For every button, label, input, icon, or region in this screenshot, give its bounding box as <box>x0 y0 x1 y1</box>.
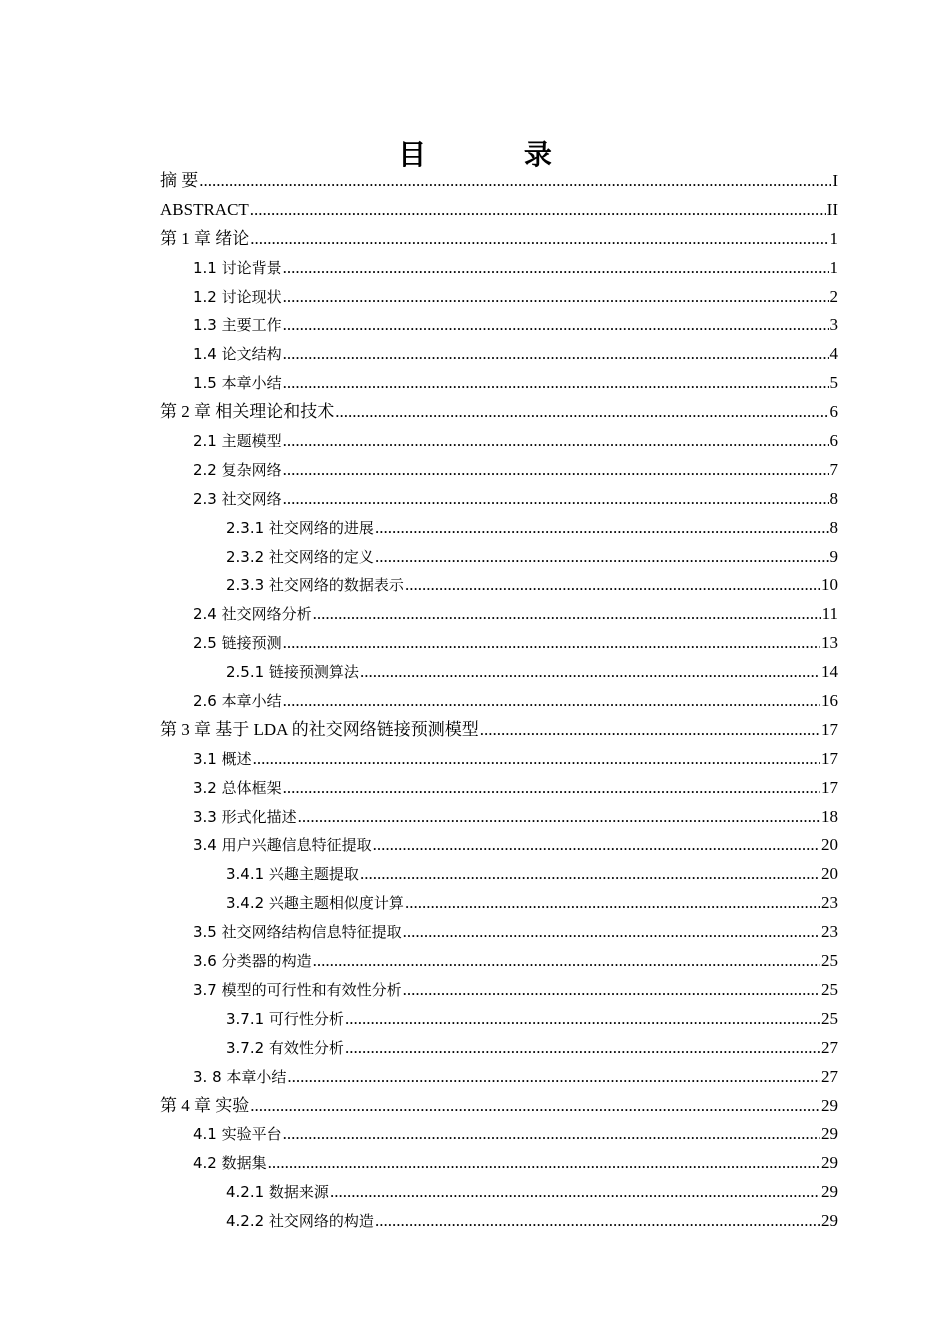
toc-entry[interactable] <box>160 1178 838 1207</box>
toc-entry-label: 2.5 链接预测 <box>193 634 282 653</box>
toc-dot-leader <box>375 514 829 543</box>
toc-page-number: 10 <box>821 575 838 595</box>
toc-entry-label: 2.3.2 社交网络的定义 <box>226 547 374 566</box>
toc-dot-leader <box>283 687 820 716</box>
toc-page-number: 20 <box>821 835 838 855</box>
toc-entry[interactable] <box>160 716 838 745</box>
toc-page-number: 8 <box>829 517 838 537</box>
toc-entry[interactable] <box>160 947 838 976</box>
toc-entry[interactable] <box>160 803 838 832</box>
toc-entry[interactable] <box>160 543 838 572</box>
toc-page-number: 1 <box>829 257 838 277</box>
toc-dot-leader <box>283 456 829 485</box>
toc-page-number: 29 <box>821 1182 838 1202</box>
toc-page-number: 29 <box>821 1124 838 1144</box>
toc-entry-label: 1.2 讨论现状 <box>193 287 282 306</box>
toc-entry-label: 第 2 章 相关理论和技术 <box>160 402 335 422</box>
toc-entry[interactable] <box>160 629 838 658</box>
toc-entry-label: 3.7.1 可行性分析 <box>226 1009 344 1028</box>
toc-entry[interactable] <box>160 340 838 369</box>
toc-page-number: 3 <box>829 315 838 335</box>
toc-dot-leader <box>360 658 820 687</box>
toc-entry[interactable] <box>160 196 838 225</box>
toc-entry[interactable] <box>160 831 838 860</box>
toc-dot-leader <box>313 947 820 976</box>
table-of-contents <box>160 167 838 1236</box>
toc-dot-leader <box>405 889 820 918</box>
toc-dot-leader <box>283 774 820 803</box>
toc-dot-leader <box>250 196 826 225</box>
toc-dot-leader <box>345 1034 820 1063</box>
toc-dot-leader <box>403 976 820 1005</box>
toc-dot-leader <box>335 398 828 427</box>
toc-entry-label: 2.2 复杂网络 <box>193 460 282 479</box>
toc-page-number: 7 <box>829 459 838 479</box>
toc-entry-label: 2.5.1 链接预测算法 <box>226 663 359 682</box>
toc-entry-label: 2.3.1 社交网络的进展 <box>226 518 374 537</box>
toc-entry-label: 4.2.2 社交网络的构造 <box>226 1212 374 1231</box>
toc-entry[interactable] <box>160 485 838 514</box>
toc-page-number: 18 <box>821 806 838 826</box>
toc-dot-leader <box>283 311 829 340</box>
toc-page-number: 29 <box>821 1095 838 1115</box>
toc-page-number: 6 <box>829 431 838 451</box>
toc-entry-label: 第 1 章 绪论 <box>160 228 250 248</box>
toc-entry-label: 3.4.2 兴趣主题相似度计算 <box>226 894 404 913</box>
toc-page-number: 17 <box>821 748 838 768</box>
toc-dot-leader <box>287 1063 820 1092</box>
toc-dot-leader <box>283 369 829 398</box>
toc-dot-leader <box>253 745 820 774</box>
toc-entry[interactable] <box>160 1120 838 1149</box>
toc-dot-leader <box>345 1005 820 1034</box>
toc-dot-leader <box>283 427 829 456</box>
toc-entry-label: 3.3 形式化描述 <box>193 807 297 826</box>
toc-entry-label: 2.6 本章小结 <box>193 692 282 711</box>
toc-dot-leader <box>375 1207 820 1236</box>
toc-entry-label: 2.1 主题模型 <box>193 432 282 451</box>
toc-entry-label: 4.2 数据集 <box>193 1154 267 1173</box>
toc-dot-leader <box>250 1092 820 1121</box>
toc-entry-label: 1.5 本章小结 <box>193 374 282 393</box>
toc-page-number: 5 <box>829 373 838 393</box>
toc-entry[interactable] <box>160 1005 838 1034</box>
toc-entry-label: 3.7.2 有效性分析 <box>226 1038 344 1057</box>
toc-entry-label: 3.5 社交网络结构信息特征提取 <box>193 923 402 942</box>
toc-page-number: 27 <box>821 1066 838 1086</box>
toc-entry[interactable] <box>160 1092 838 1121</box>
toc-dot-leader <box>199 167 831 196</box>
toc-page-number: 17 <box>821 719 838 739</box>
toc-entry-label: 第 4 章 实验 <box>160 1095 250 1115</box>
toc-page-number: 9 <box>829 546 838 566</box>
toc-dot-leader <box>283 340 829 369</box>
toc-entry[interactable] <box>160 456 838 485</box>
toc-entry[interactable] <box>160 514 838 543</box>
toc-entry[interactable] <box>160 1207 838 1236</box>
toc-entry-label: 3.4.1 兴趣主题提取 <box>226 865 359 884</box>
toc-entry[interactable] <box>160 1149 838 1178</box>
toc-page-number: 13 <box>821 633 838 653</box>
toc-dot-leader <box>250 225 828 254</box>
toc-page-number: 4 <box>829 344 838 364</box>
toc-entry-label: 2.4 社交网络分析 <box>193 605 312 624</box>
toc-title: 目 录 <box>398 138 596 171</box>
toc-page-number: 29 <box>821 1153 838 1173</box>
toc-page-number: I <box>832 171 838 190</box>
toc-page-number: 25 <box>821 979 838 999</box>
toc-entry[interactable] <box>160 860 838 889</box>
toc-page-number: 8 <box>829 488 838 508</box>
toc-entry-label: 3.7 模型的可行性和有效性分析 <box>193 980 402 999</box>
toc-dot-leader <box>360 860 820 889</box>
toc-dot-leader <box>480 716 820 745</box>
toc-dot-leader <box>373 831 820 860</box>
toc-page-number: 2 <box>829 286 838 306</box>
toc-dot-leader <box>283 254 829 283</box>
toc-entry[interactable] <box>160 889 838 918</box>
toc-dot-leader <box>298 803 820 832</box>
toc-entry-label: 2.3.3 社交网络的数据表示 <box>226 576 404 595</box>
toc-entry[interactable] <box>160 254 838 283</box>
toc-page-number: II <box>826 199 838 219</box>
toc-page-number: 25 <box>821 951 838 971</box>
toc-entry[interactable] <box>160 658 838 687</box>
toc-dot-leader <box>330 1178 820 1207</box>
toc-entry[interactable] <box>160 687 838 716</box>
toc-entry-label: 1.3 主要工作 <box>193 316 282 335</box>
toc-dot-leader <box>313 600 821 629</box>
toc-entry[interactable] <box>160 1034 838 1063</box>
toc-entry-label: 2.3 社交网络 <box>193 489 282 508</box>
toc-entry-label: 3. 8 本章小结 <box>193 1067 287 1086</box>
toc-entry-label: 摘 要 <box>160 171 199 190</box>
toc-page-number: 1 <box>829 228 838 248</box>
toc-entry-label: ABSTRACT <box>160 199 249 219</box>
toc-entry[interactable] <box>160 283 838 312</box>
toc-entry[interactable] <box>160 745 838 774</box>
toc-entry[interactable] <box>160 600 838 629</box>
toc-entry[interactable] <box>160 976 838 1005</box>
toc-entry[interactable] <box>160 225 838 254</box>
toc-entry[interactable] <box>160 1063 838 1092</box>
toc-dot-leader <box>268 1149 820 1178</box>
toc-dot-leader <box>375 543 829 572</box>
toc-page-number: 29 <box>821 1211 838 1231</box>
toc-page-number: 16 <box>821 691 838 711</box>
toc-entry[interactable] <box>160 398 838 427</box>
toc-entry[interactable] <box>160 167 838 196</box>
toc-entry-label: 1.1 讨论背景 <box>193 258 282 277</box>
toc-entry-label: 4.2.1 数据来源 <box>226 1183 329 1202</box>
toc-entry[interactable] <box>160 918 838 947</box>
toc-page-number: 20 <box>821 864 838 884</box>
toc-page-number: 17 <box>821 777 838 797</box>
toc-page-number: 23 <box>821 893 838 913</box>
toc-entry[interactable] <box>160 571 838 600</box>
toc-dot-leader <box>283 283 829 312</box>
toc-dot-leader <box>283 1120 820 1149</box>
toc-entry[interactable] <box>160 427 838 456</box>
toc-page-number: 25 <box>821 1008 838 1028</box>
toc-page-number: 6 <box>829 402 838 422</box>
toc-entry-label: 3.1 概述 <box>193 749 252 768</box>
toc-entry-label: 第 3 章 基于 LDA 的社交网络链接预测模型 <box>160 719 479 739</box>
toc-entry-label: 3.2 总体框架 <box>193 778 282 797</box>
toc-dot-leader <box>283 485 829 514</box>
toc-entry-label: 3.6 分类器的构造 <box>193 952 312 971</box>
toc-dot-leader <box>405 571 820 600</box>
toc-entry[interactable] <box>160 369 838 398</box>
toc-entry-label: 4.1 实验平台 <box>193 1125 282 1144</box>
toc-entry[interactable] <box>160 311 838 340</box>
toc-dot-leader <box>283 629 820 658</box>
toc-entry-label: 1.4 论文结构 <box>193 345 282 364</box>
toc-page-number: 27 <box>821 1037 838 1057</box>
toc-dot-leader <box>403 918 820 947</box>
toc-page-number: 14 <box>821 662 838 682</box>
toc-entry[interactable] <box>160 774 838 803</box>
toc-page-number: 23 <box>821 922 838 942</box>
toc-page-number: 11 <box>821 604 838 624</box>
toc-entry-label: 3.4 用户兴趣信息特征提取 <box>193 836 372 855</box>
